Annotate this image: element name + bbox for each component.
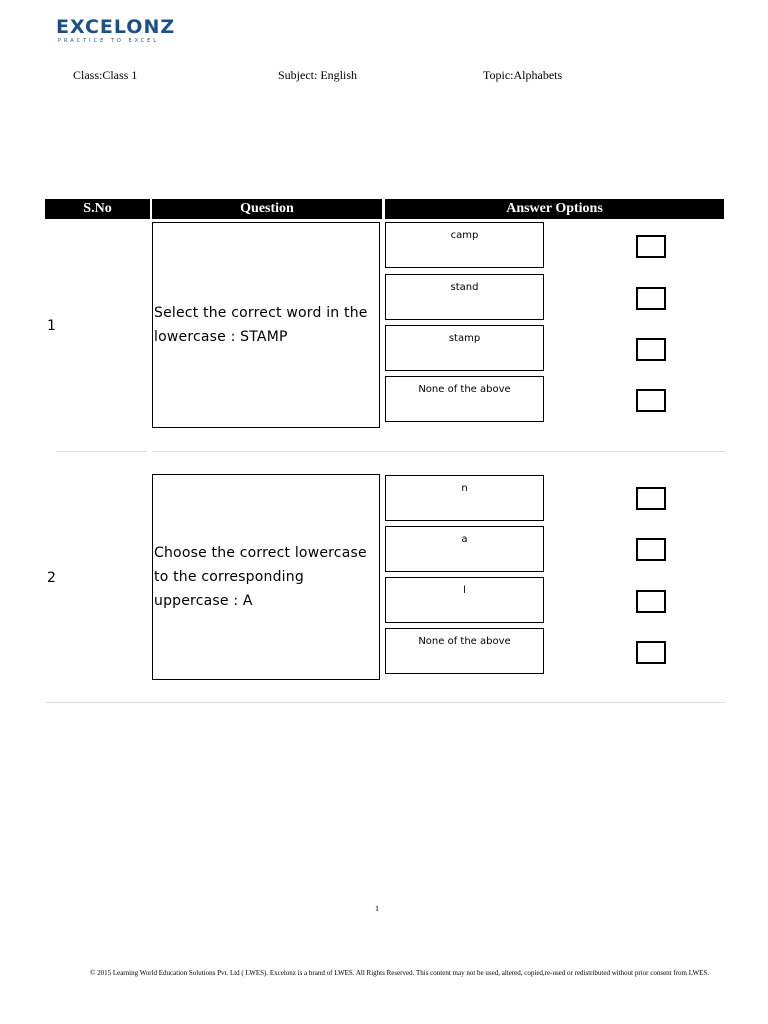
subject-label: Subject: English (278, 68, 357, 82)
row-separator (46, 702, 726, 703)
question-2-option-4-checkbox[interactable] (636, 641, 666, 664)
question-2-box (152, 474, 380, 680)
question-2-option-2-checkbox[interactable] (636, 538, 666, 561)
question-2-option-3-checkbox[interactable] (636, 590, 666, 613)
question-1-option-2-checkbox[interactable] (636, 287, 666, 310)
question-2-option-3[interactable]: l (385, 577, 544, 623)
copyright-footer: © 2015 Learning World Education Solutions Pvt. Ltd ( LWES). Excelonz is a brand of LWES. All Rights Reserved. This content may not be used, altered, copied,re-used or redistributed without prior consent from LWES. (90, 969, 710, 977)
question-1-option-3-checkbox[interactable] (636, 338, 666, 361)
header-question: Question (152, 199, 382, 219)
logo-tagline: PRACTICE TO EXCEL (58, 38, 160, 44)
topic-label: Topic:Alphabets (483, 68, 563, 82)
row-separator (152, 451, 726, 452)
class-label: Class:Class 1 (73, 68, 138, 82)
question-1-box (152, 222, 380, 428)
row-separator (56, 451, 147, 452)
question-1-option-4-checkbox[interactable] (636, 389, 666, 412)
question-2-text: Choose the correct lowercase to the corresponding uppercase : A (154, 545, 367, 609)
question-2-number: 2 (47, 570, 56, 586)
question-1-option-1[interactable]: camp (385, 222, 544, 268)
question-1-text: Select the correct word in the lowercase : STAMP (154, 305, 368, 345)
question-1-option-4[interactable]: None of the above (385, 376, 544, 422)
question-1-option-2[interactable]: stand (385, 274, 544, 320)
question-1-number: 1 (47, 318, 56, 334)
question-1-option-1-checkbox[interactable] (636, 235, 666, 258)
question-2-option-2[interactable]: a (385, 526, 544, 572)
logo-wordmark: EXCELONZ (56, 16, 176, 38)
page-number: 1 (375, 904, 379, 913)
header-sno: S.No (45, 199, 150, 219)
question-1-option-3[interactable]: stamp (385, 325, 544, 371)
question-2-option-1[interactable]: n (385, 475, 544, 521)
question-2-option-4[interactable]: None of the above (385, 628, 544, 674)
excelonz-logo (56, 16, 186, 46)
header-answer-options: Answer Options (385, 199, 724, 219)
question-2-option-1-checkbox[interactable] (636, 487, 666, 510)
